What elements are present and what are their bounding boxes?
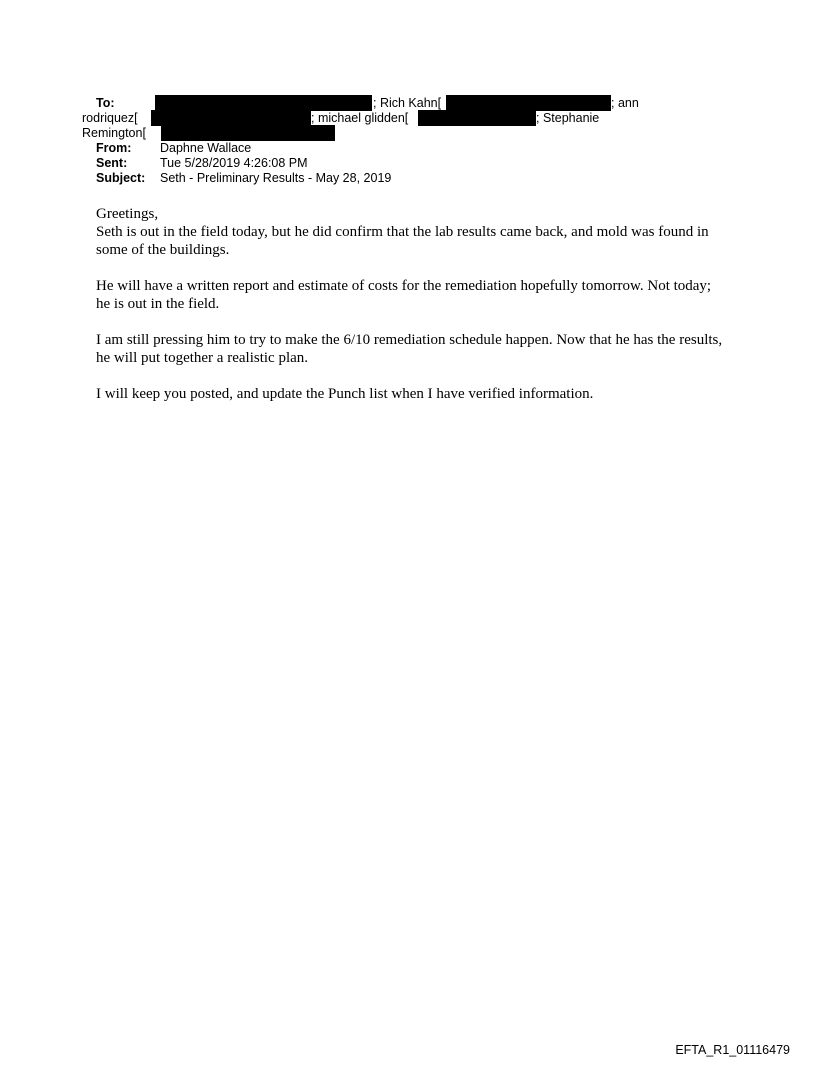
from-value: Daphne Wallace (160, 141, 252, 155)
document-id: EFTA_R1_01116479 (675, 1043, 790, 1057)
to-recipient-ann: ; ann (611, 96, 639, 110)
body-paragraph-1 (96, 205, 726, 259)
body-text: Seth is out in the field today, but he did confirm that the lab results came back, and mold was found in some of the buildings. (96, 224, 709, 258)
redaction-block (161, 125, 335, 141)
redaction-block (418, 110, 536, 126)
body-paragraph-2: He will have a written report and estimate of costs for the remediation hopefully tomorrow. Not today; he is out in the field. (96, 278, 712, 312)
to-line-1 (96, 96, 696, 111)
body-paragraph-4: I will keep you posted, and update the Punch list when I have verified information. (96, 386, 594, 402)
subject-line (96, 171, 696, 186)
to-recipient-michael-glidden: ; michael glidden[ (311, 111, 409, 125)
from-label: From: (96, 141, 132, 155)
redaction-block (155, 95, 372, 111)
subject-label: Subject: (96, 171, 146, 185)
redaction-block (446, 95, 611, 111)
to-recipient-rich-kahn: ; Rich Kahn[ (373, 96, 442, 110)
email-body (96, 205, 726, 421)
to-line-2 (82, 111, 696, 126)
from-line (96, 141, 696, 156)
email-header (82, 96, 696, 186)
body-paragraph-3: I am still pressing him to try to make the 6/10 remediation schedule happen. Now that he has the results, he will put together a realistic plan. (96, 332, 723, 366)
to-label: To: (96, 96, 115, 110)
greeting: Greetings, (96, 206, 159, 222)
redaction-block (151, 110, 311, 126)
to-recipient-rodriquez: rodriquez[ (82, 111, 138, 125)
sent-line (96, 156, 696, 171)
to-recipient-remington: Remington[ (82, 126, 146, 140)
to-line-3 (82, 126, 696, 141)
sent-value: Tue 5/28/2019 4:26:08 PM (160, 156, 308, 170)
sent-label: Sent: (96, 156, 128, 170)
to-recipient-stephanie: ; Stephanie (536, 111, 600, 125)
subject-value: Seth - Preliminary Results - May 28, 2019 (160, 171, 392, 185)
